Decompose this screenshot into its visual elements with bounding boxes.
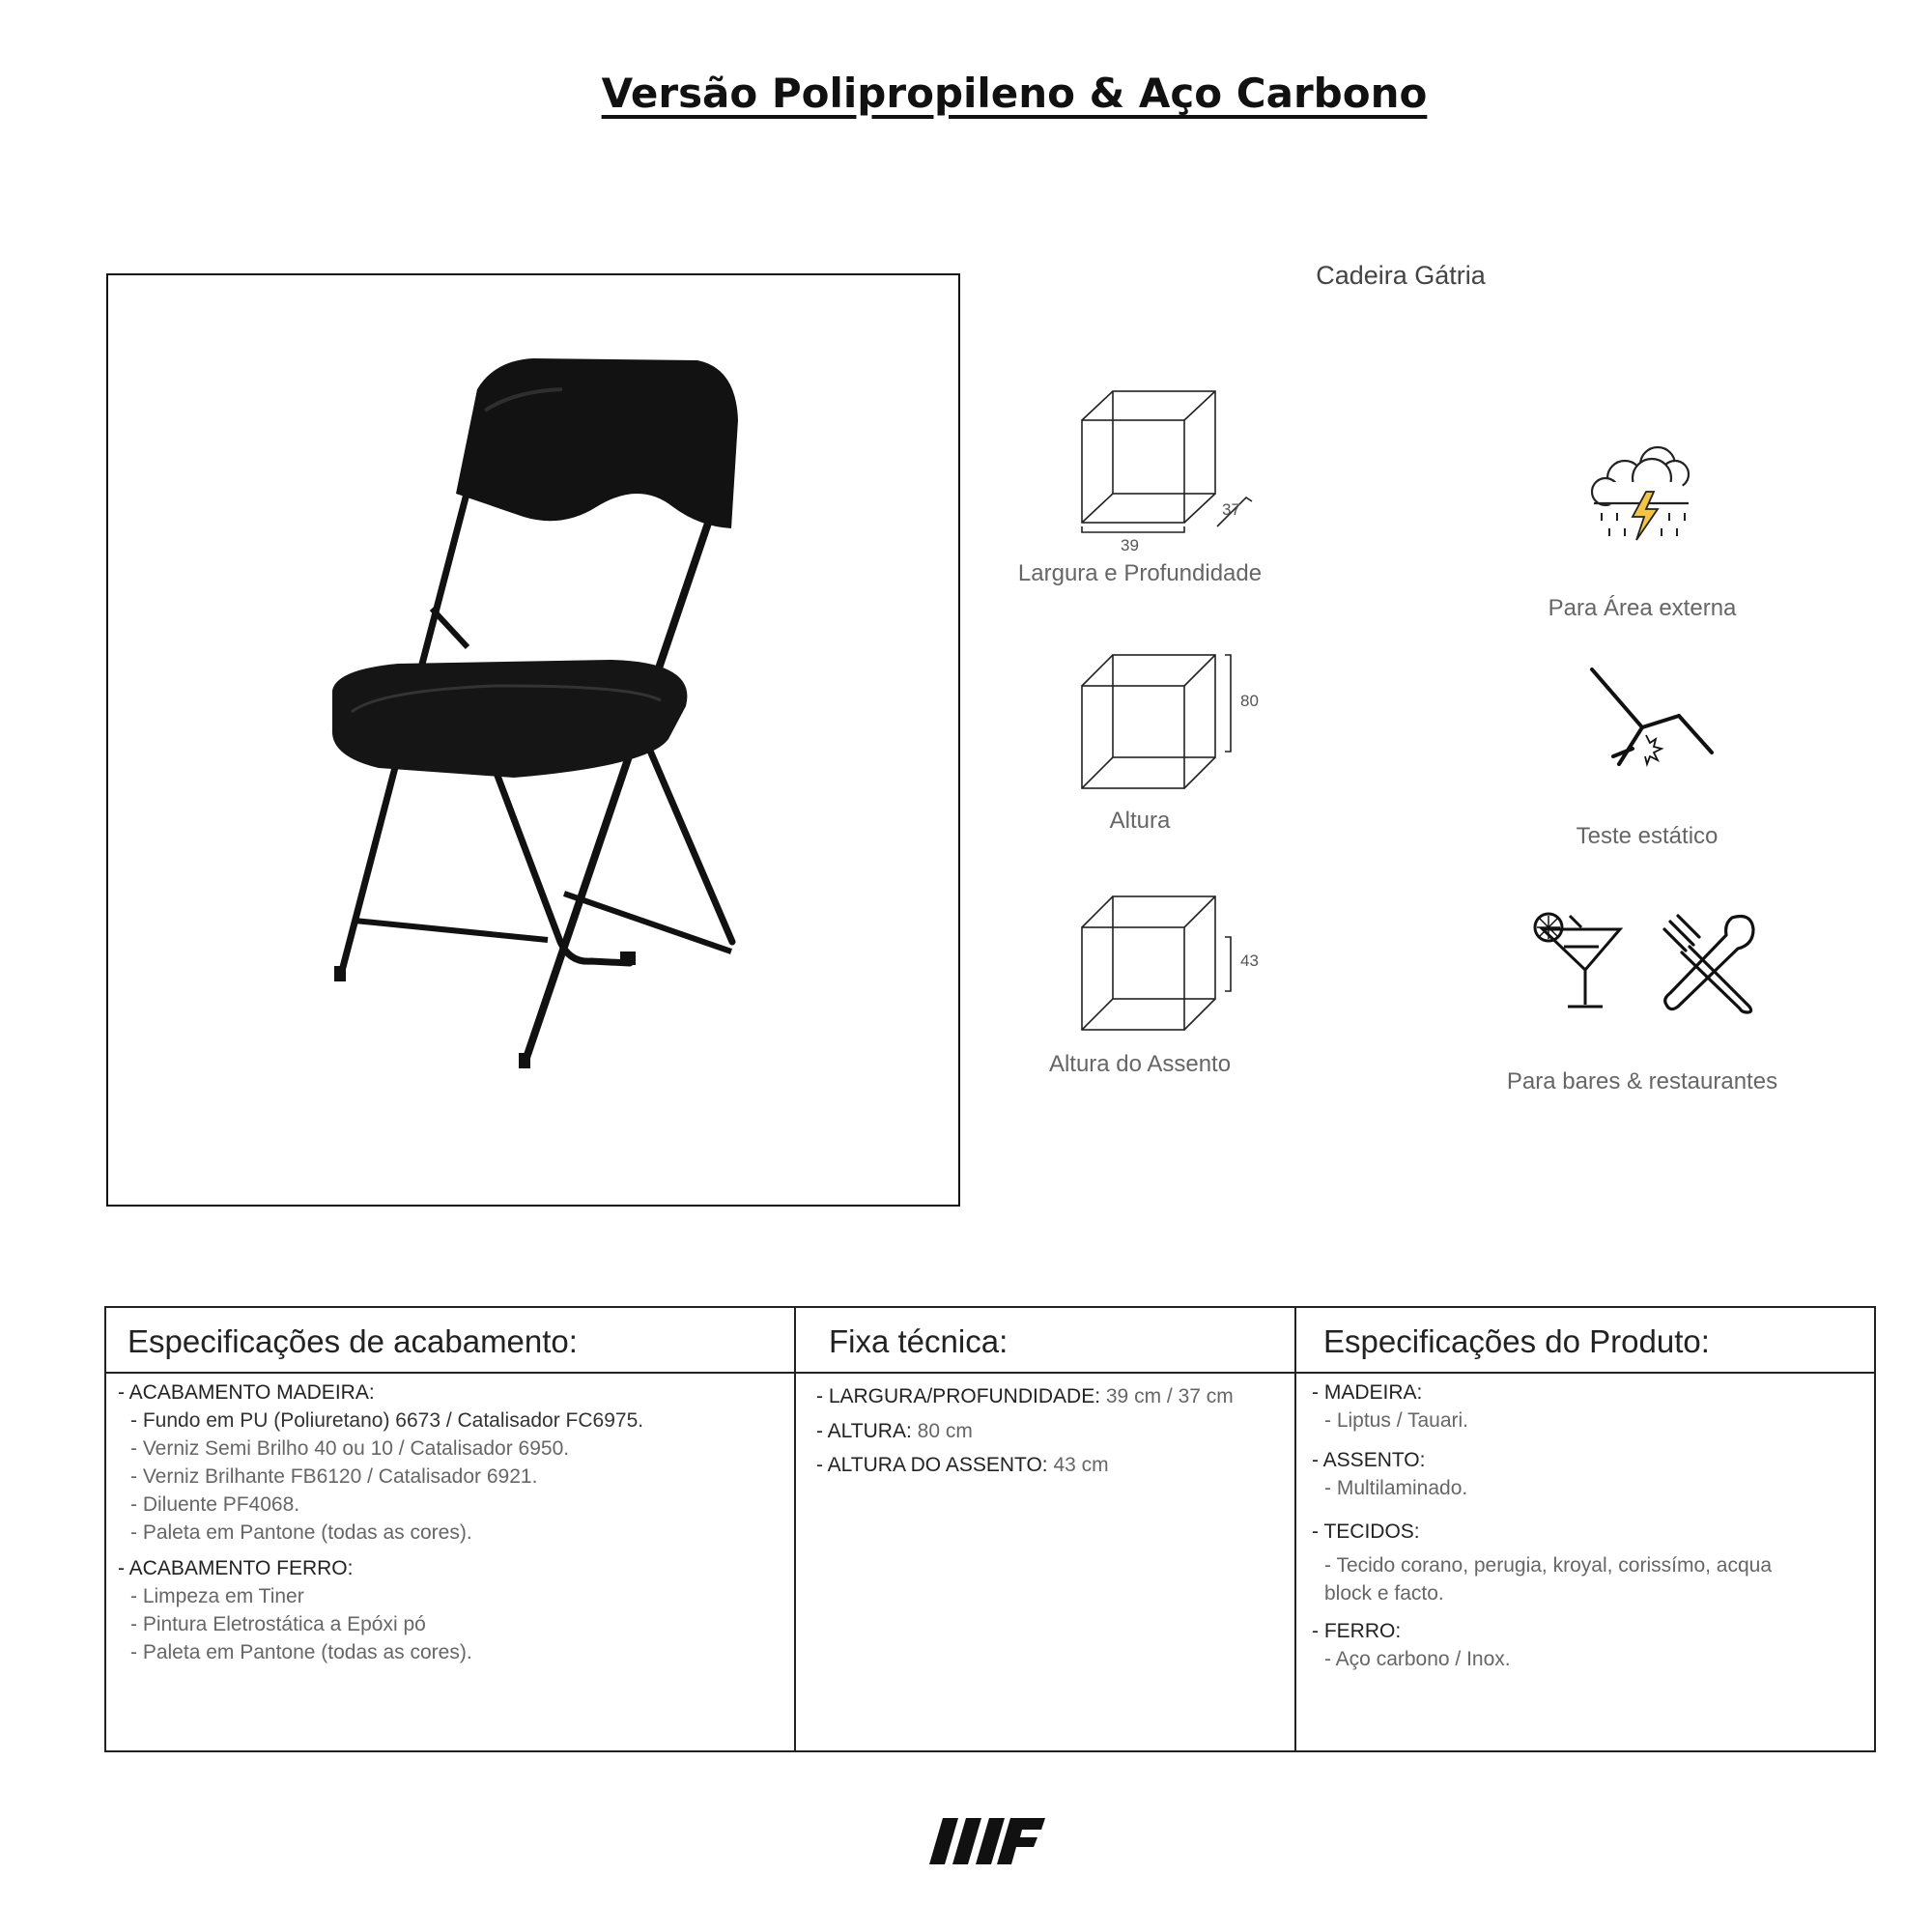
cube-height-icon [1072,647,1246,792]
list-item: - Paleta em Pantone (todas as cores). [130,1520,472,1544]
depth-value: 37 [1222,500,1240,519]
product-name: Cadeira Gátria [1316,261,1486,290]
product-specs-list [1312,1379,1862,1674]
seat-height-value: 43 [1240,952,1259,970]
footprint-caption: Largura e Profundidade [1017,560,1263,586]
iron-finish-header: - ACABAMENTO FERRO: [118,1556,354,1579]
product-specs-header: Especificações do Produto: [1323,1323,1710,1359]
list-item: block e facto. [1324,1581,1444,1605]
folding-chair-image [108,275,958,1205]
cube-seat-height-icon [1072,889,1246,1034]
list-item: - Verniz Brilhante FB6120 / Catalisador 6921. [130,1464,538,1488]
list-item: - Multilaminado. [1324,1476,1468,1499]
storm-cloud-icon [1584,440,1700,546]
tech-row-footprint: - LARGURA/PROFUNDIDADE: 39 cm / 37 cm [816,1385,1234,1407]
page-title: Versão Polipropileno & Aço Carbono [601,70,1428,117]
list-item: - Paleta em Pantone (todas as cores). [130,1640,472,1663]
assento-header: - ASSENTO: [1312,1448,1426,1471]
list-item: - Diluente PF4068. [130,1492,300,1516]
list-item: - Tecido corano, perugia, kroyal, corissímo, acqua [1324,1553,1773,1577]
fork-spoon-icon [1657,908,1763,1014]
specification-table [104,1306,1876,1752]
tech-sheet-header: Fixa técnica: [829,1323,1009,1359]
bars-caption: Para bares & restaurantes [1506,1068,1778,1094]
list-item: - Fundo em PU (Poliuretano) 6673 / Catalisador FC6975. [130,1408,644,1432]
width-value: 39 [1121,536,1139,554]
height-caption: Altura [1109,808,1171,834]
finish-specs-header: Especificações de acabamento: [128,1323,578,1359]
wood-finish-header: - ACABAMENTO MADEIRA: [118,1381,375,1404]
seat-height-caption: Altura do Assento [1048,1051,1232,1077]
list-item: - Verniz Semi Brilho 40 ou 10 / Catalisador 6950. [130,1436,570,1460]
tecidos-header: - TECIDOS: [1312,1520,1420,1543]
madeira-header: - MADEIRA: [1312,1381,1423,1404]
tech-row-seat-height: - ALTURA DO ASSENTO: 43 cm [816,1454,1109,1477]
list-item: - Limpeza em Tiner [130,1584,304,1607]
list-item: - Aço carbono / Inox. [1324,1647,1511,1670]
product-photo-frame [106,273,960,1207]
list-item: - Pintura Eletrostática a Epóxi pó [130,1612,426,1635]
height-value: 80 [1240,692,1259,710]
tech-sheet-list [816,1379,1285,1483]
finish-specs-list [118,1379,784,1667]
static-test-caption: Teste estático [1576,823,1719,849]
brand-logo [929,1816,1045,1866]
tech-row-height: - ALTURA: 80 cm [816,1419,973,1442]
list-item: - Liptus / Tauari. [1324,1408,1469,1432]
static-test-icon [1575,662,1719,768]
ferro-header: - FERRO: [1312,1619,1402,1642]
outdoor-caption: Para Área externa [1548,595,1737,621]
cocktail-glass-icon [1531,908,1628,1014]
cube-footprint-icon [1072,382,1275,555]
